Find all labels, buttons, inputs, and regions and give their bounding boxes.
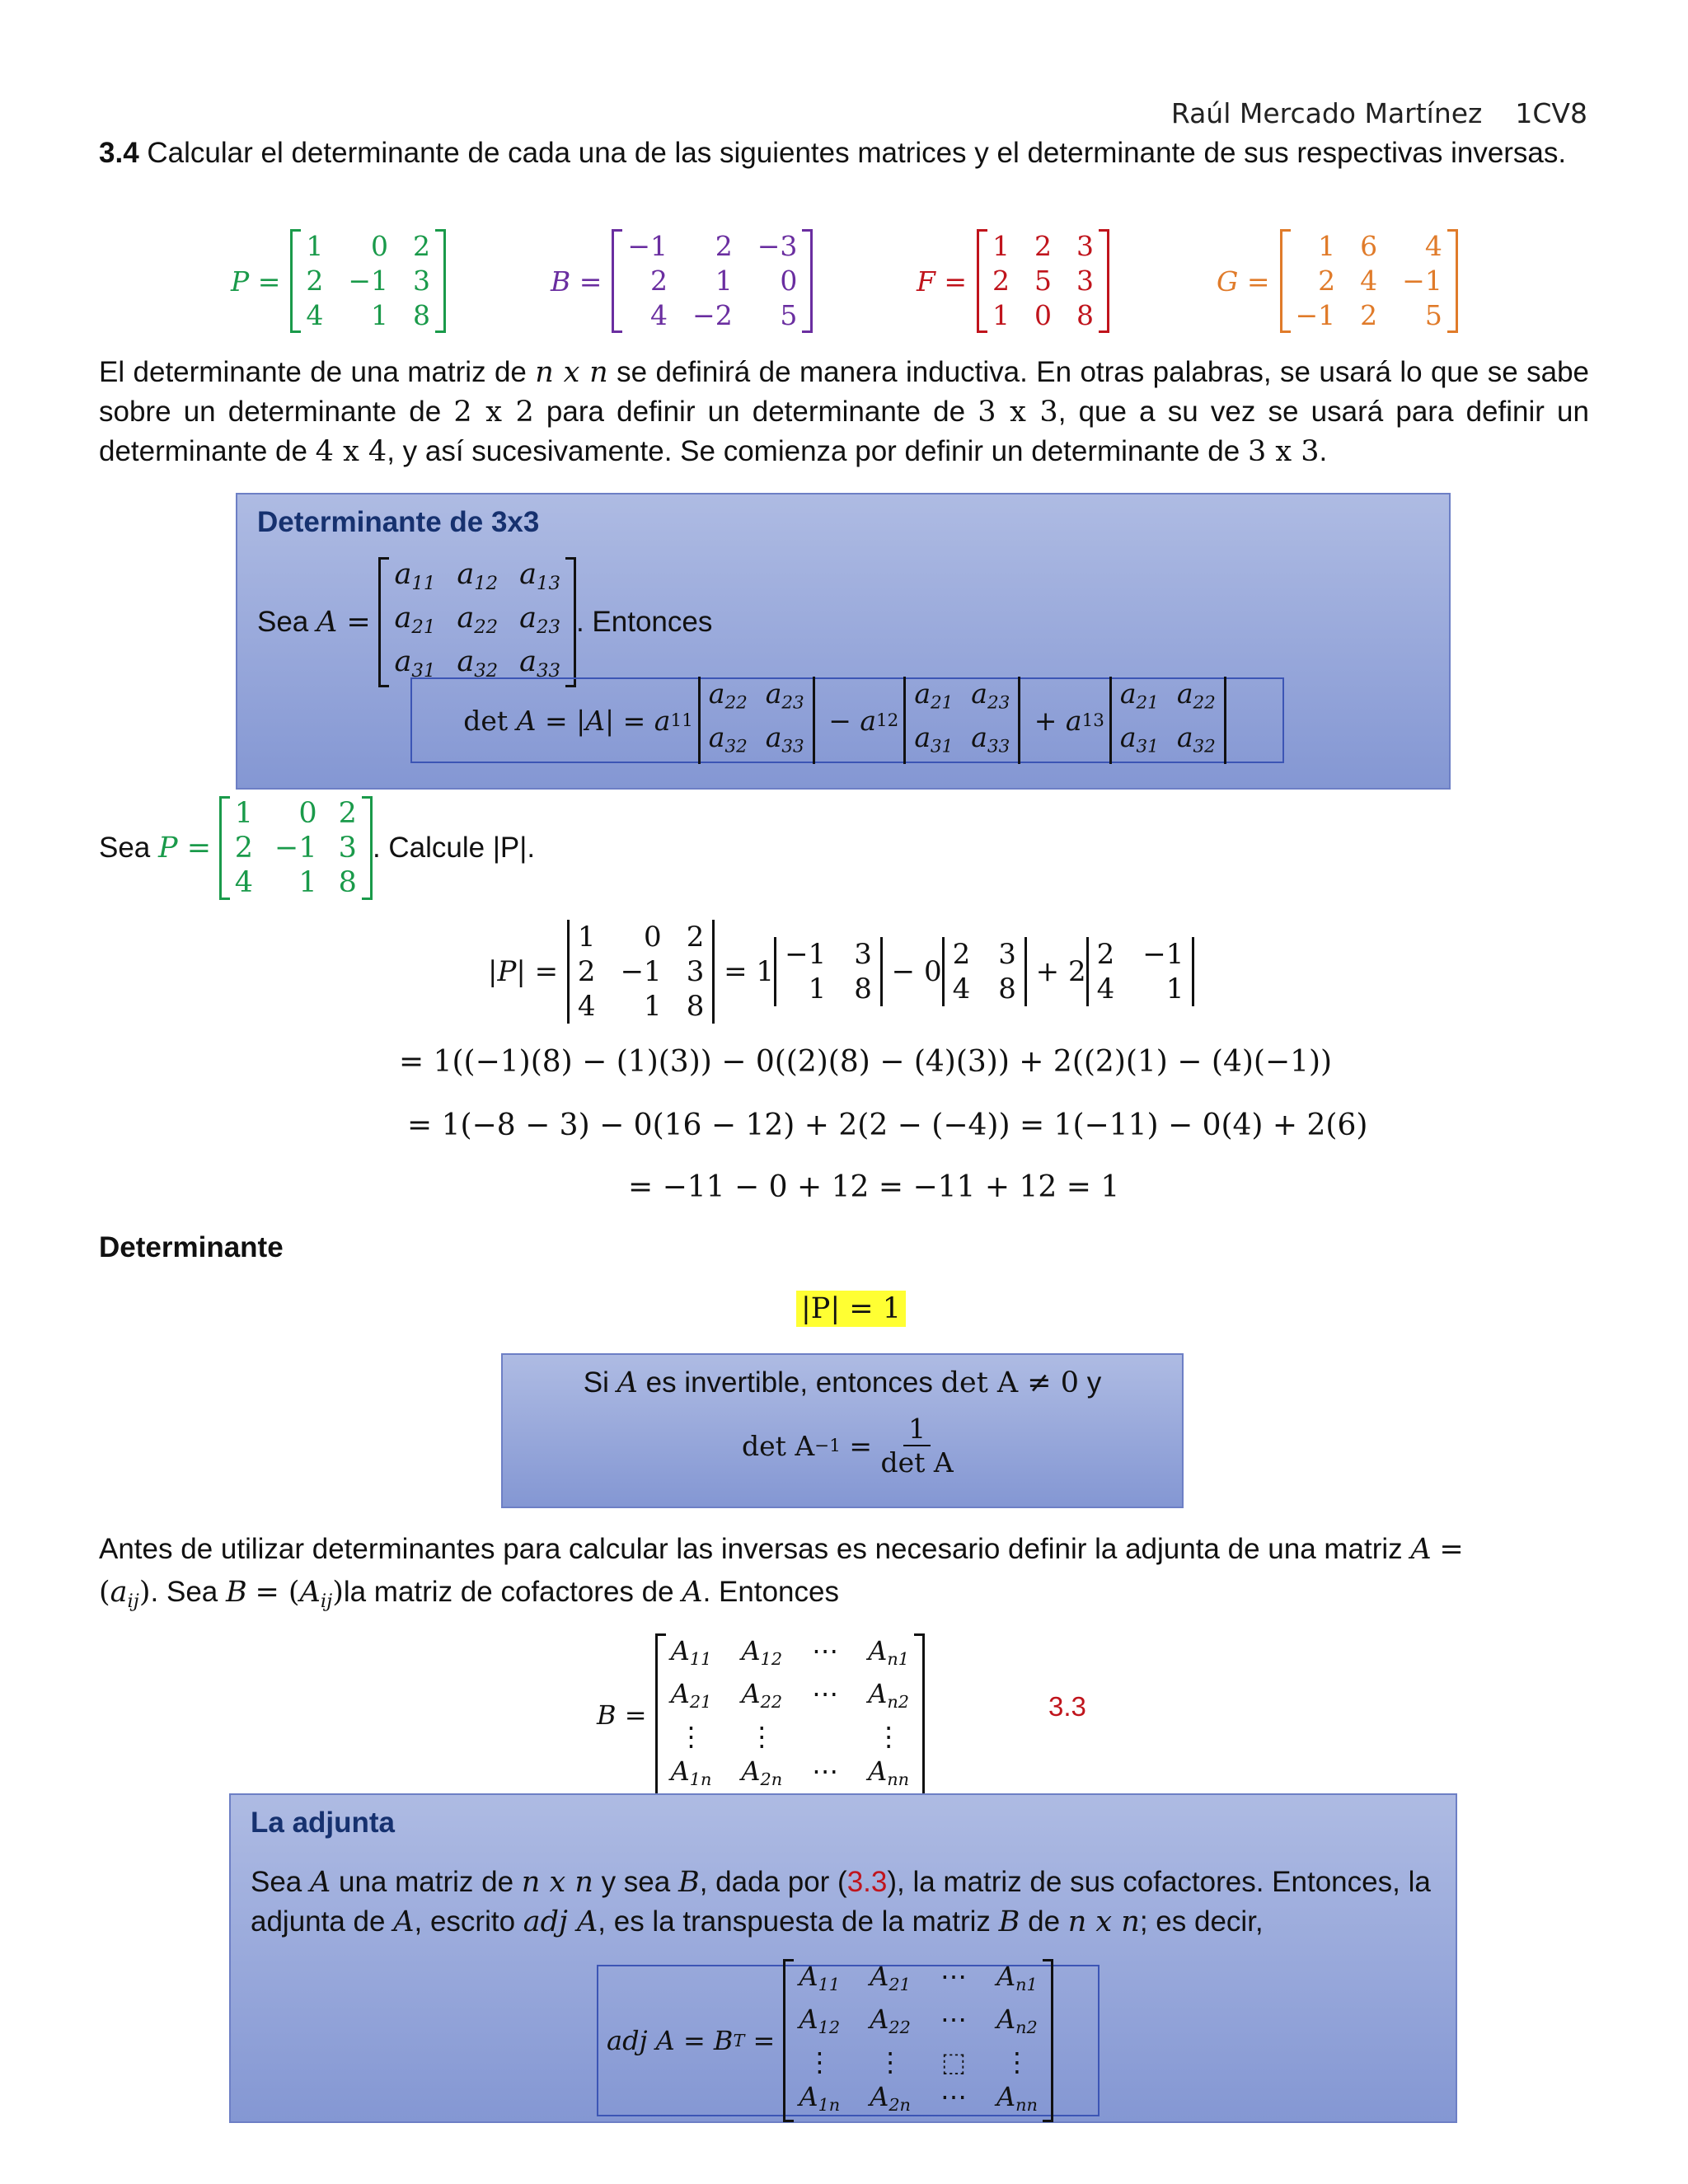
matrix-f-label: F = xyxy=(917,265,968,298)
adjunta-box-text: Sea A una matriz de n x n y sea B, dada por (3.3), la matriz de sus cofactores. Entonces, la adjunta de A, escrito adj A, es la transpuesta de la matriz B de n x n; es decir, xyxy=(251,1866,1431,1938)
problem-number: 3.4 xyxy=(99,137,139,169)
p-inline-cell: 1 xyxy=(234,797,254,830)
page-header xyxy=(1138,97,1587,129)
matrices-row xyxy=(0,229,1688,336)
inv-frac-den: det A xyxy=(880,1446,954,1479)
inverse-det-formula: det A −1 = $\frac{1}{\text{det A}}$ xyxy=(742,1413,954,1479)
adjunta-box-title: La adjunta xyxy=(251,1807,396,1839)
p-det-cell: 2 xyxy=(577,955,596,988)
matrix-f-cell: 2 xyxy=(1034,230,1053,262)
det3-a-label: A = xyxy=(316,606,371,640)
det3-definition-box xyxy=(236,493,1451,790)
matrix-g xyxy=(1217,229,1458,333)
cofactor-cell: $A_{n2}$ xyxy=(868,1678,909,1713)
det3-entonces-text: . Entonces xyxy=(575,606,713,639)
adjunta-cell: $A_{n2}$ xyxy=(996,2003,1038,2038)
problem-text: Calcular el determinante de cada una de las siguientes matrices y el determinante de sus respectivas inversas. xyxy=(147,137,1567,169)
det3-cell: $a_{21}$ xyxy=(394,601,436,638)
matrix-f-cell: 8 xyxy=(1076,299,1095,331)
adjunta-cell: ⋯ xyxy=(940,1960,967,1992)
cofactor-cell: $A_{21}$ xyxy=(670,1678,712,1713)
intro-paragraph xyxy=(99,353,1589,471)
group-code: 1CV8 xyxy=(1515,97,1587,129)
matrix-f xyxy=(917,229,1109,333)
author-name: Raúl Mercado Martínez xyxy=(1170,97,1483,129)
p-inline-cell: 3 xyxy=(338,832,357,865)
adjunta-cell: ⋯ xyxy=(940,2003,967,2035)
matrix-g-cell: 4 xyxy=(1424,230,1442,262)
cofactor-cell: $A_{2n}$ xyxy=(741,1755,783,1790)
adjunta-cell: $A_{11}$ xyxy=(799,1960,841,1994)
det3-formula-box xyxy=(410,677,1284,763)
intro-math-4x4: 4 x 4 xyxy=(315,435,387,468)
matrix-p-cell: 1 xyxy=(306,230,324,262)
adjunta-formula: adj A = B T = $A_{11}$ $A_{21}$ ⋯ $A_{n1}$ $A_{12}$ $A_{22}$ ⋯ $A_{n2}$ ⋮ ⋮ ⬚ ⋮ $A_{1n}$ $A_{2n}$ ⋯ $A_{nn}$ xyxy=(607,1959,1053,2123)
matrix-g-cell: 2 xyxy=(1360,299,1378,331)
matrix-g-label: G = xyxy=(1217,265,1270,298)
cofactor-cell: $A_{12}$ xyxy=(741,1635,783,1670)
matrix-b-label: B = xyxy=(551,265,603,298)
adj-eq-ref-link[interactable]: 3.3 xyxy=(846,1866,888,1898)
adj-t9: ; es decir, xyxy=(1139,1905,1264,1938)
cofactor-cell xyxy=(812,1719,838,1754)
det3-cell: $a_{31}$ xyxy=(394,644,436,682)
p-inline-cell: 2 xyxy=(234,832,254,865)
det3-cell: $a_{23}$ xyxy=(519,601,560,638)
intro-text-6: . xyxy=(1319,435,1328,467)
matrix-f-cell: 3 xyxy=(1076,265,1095,297)
cofactor-matrix-b xyxy=(597,1633,925,1797)
adj-t7: , es la transpuesta de la matriz xyxy=(598,1905,999,1938)
intro-math-3x3: 3 x 3 xyxy=(978,396,1058,429)
det3-cell: $a_{12}$ xyxy=(457,558,499,594)
calcule-text: . Calcule |P|. xyxy=(372,832,536,864)
matrix-b-cell: 2 xyxy=(715,230,733,262)
adjunta-definition-box xyxy=(229,1793,1457,2123)
det3-cell: $a_{33}$ xyxy=(519,644,560,682)
inv-text-a: Si xyxy=(583,1366,617,1399)
intro-math-nxn: n x n xyxy=(535,356,608,389)
matrix-g-cell: −1 xyxy=(1402,265,1442,297)
det3-matrix-definition xyxy=(257,557,712,687)
adjunta-cell: $A_{2n}$ xyxy=(870,2081,911,2116)
cofactor-cell: $A_{11}$ xyxy=(670,1635,712,1670)
intro-math-3x3-b: 3 x 3 xyxy=(1247,435,1320,468)
adj-t8: de xyxy=(1020,1905,1068,1938)
matrix-p-cell: 2 xyxy=(306,265,324,297)
cofactor-cell: ⋮ xyxy=(875,1721,903,1753)
adj-t5: ), la matriz de sus cofactores. Entonces, la adjunta de xyxy=(251,1866,1431,1938)
cofactor-cell: $A_{1n}$ xyxy=(670,1755,712,1790)
p-cofactor-expansion: |P| = 1 0 2 2 −1 3 4 1 8 = 1 −1 3 1 8 − 0 2 3 4 8 + 2 2 −1 4 1 xyxy=(488,920,1194,1024)
matrix-f-cell: 5 xyxy=(1034,265,1053,297)
p-label: P = xyxy=(158,832,212,865)
sea-p-line xyxy=(99,796,535,900)
matrix-b-cell: −2 xyxy=(692,299,733,331)
adjunta-cell: ⋯ xyxy=(940,2081,967,2113)
calc-line-4: = −11 − 0 + 12 = −11 + 12 = 1 xyxy=(628,1170,1120,1204)
calc-line-2: = 1((−1)(8) − (1)(3)) − 0((2)(8) − (4)(3)) + 2((2)(1) − (4)(−1)) xyxy=(399,1045,1333,1079)
adjunta-intro: Antes de utilizar determinantes para calcular las inversas es necesario definir la adjunta de una matriz A = $(a_{ij})$. Sea $B = (A_{ij})la$ matriz de cofactores de A. Entonces xyxy=(99,1533,1464,1612)
inverse-det-box xyxy=(501,1353,1184,1508)
adjunta-formula-box xyxy=(597,1960,1100,2116)
cofactor-cell: ⋮ xyxy=(748,1721,776,1753)
cofactor-b-label: B = xyxy=(597,1699,647,1732)
matrix-g-cell: 6 xyxy=(1360,230,1378,262)
intro-text-1: El determinante de una matriz de xyxy=(99,356,536,388)
determinante-heading: Determinante xyxy=(99,1231,284,1263)
calc-line-3: = 1(−8 − 3) − 0(16 − 12) + 2(2 − (−4)) = 1(−11) − 0(4) + 2(6) xyxy=(407,1108,1368,1142)
matrix-b-cell: 4 xyxy=(650,299,668,331)
matrix-p-cell: 1 xyxy=(371,299,389,331)
adj-lhs: adj A = B xyxy=(607,2025,734,2056)
adjunta-cell: ⬚ xyxy=(940,2046,967,2079)
adj-intro-3: la matriz de cofactores de xyxy=(343,1576,682,1608)
det3-cell: $a_{11}$ xyxy=(394,558,436,594)
matrix-p-cell: 8 xyxy=(413,299,431,331)
adjunta-cell: $A_{12}$ xyxy=(799,2003,841,2038)
adjunta-cell: $A_{nn}$ xyxy=(996,2081,1038,2116)
matrix-p-label: P = xyxy=(231,265,281,298)
p-result-highlight: |P| = 1 xyxy=(796,1291,906,1327)
p-inline-cell: 0 xyxy=(298,797,317,830)
cofactor-cell: ⋯ xyxy=(812,1635,839,1666)
p-det-cell: 0 xyxy=(644,921,662,954)
matrix-f-cell: 1 xyxy=(992,230,1010,262)
p-inline-cell: 2 xyxy=(338,797,357,830)
matrix-b-cell: −3 xyxy=(757,230,798,262)
inverse-box-line1: Si A es invertible, entonces det A ≠ 0 y xyxy=(583,1366,1102,1399)
matrix-f-cell: 0 xyxy=(1034,299,1053,331)
adjunta-cell: $A_{1n}$ xyxy=(799,2081,841,2116)
p-determinant-bars xyxy=(567,920,715,1024)
det3-formula: det A = | A | = a 11 $a_{22}$ $a_{23}$ $a_{32}$ $a_{33}$ − a 12 $a_{21}$ $a_{23}$ $a_{31}$ $a_{33}$ + a 13 $a_{21}$ $a_{22}$ $a_{31}$ $a_{32}$ xyxy=(463,677,1231,765)
matrix-p-cell: 4 xyxy=(306,299,324,331)
adjunta-cell: $A_{n1}$ xyxy=(996,1960,1038,1994)
p-inline-cell: −1 xyxy=(274,832,317,865)
inv-lhs: det A xyxy=(742,1429,815,1462)
adjunta-cell: ⋮ xyxy=(1003,2046,1030,2079)
cofactor-cell: $A_{nn}$ xyxy=(868,1755,910,1790)
det3-cell: $a_{13}$ xyxy=(519,558,560,594)
adj-t2: una matriz de xyxy=(331,1866,522,1898)
p-det-cell: 2 xyxy=(686,921,705,954)
p-det-cell: 3 xyxy=(686,955,705,988)
p-matrix-inline xyxy=(219,796,373,900)
adj-intro-2: . Sea xyxy=(150,1576,226,1608)
matrix-g-cell: 1 xyxy=(1318,230,1336,262)
adj-t3: y sea xyxy=(593,1866,678,1898)
adjunta-cell: ⋮ xyxy=(806,2046,833,2079)
det3-box-title: Determinante de 3x3 xyxy=(257,506,540,538)
adj-t1: Sea xyxy=(251,1866,310,1898)
p-det-cell: 8 xyxy=(686,990,705,1023)
matrix-b xyxy=(551,229,813,333)
matrix-p-cell: 2 xyxy=(413,230,431,262)
matrix-p xyxy=(231,229,446,333)
matrix-g-cell: 2 xyxy=(1318,265,1336,297)
cofactor-cell: $A_{n1}$ xyxy=(868,1635,909,1670)
p-det-cell: 1 xyxy=(644,990,662,1023)
inv-frac-num: 1 xyxy=(903,1413,931,1446)
matrix-b-cell: 1 xyxy=(715,265,733,297)
p-inline-cell: 1 xyxy=(298,866,317,899)
matrix-g-cell: 4 xyxy=(1360,265,1378,297)
intro-text-4: , que a su vez se usará para definir un determinante de xyxy=(99,396,1589,467)
det3-cell: $a_{22}$ xyxy=(457,601,499,638)
p-det-cell: 4 xyxy=(577,990,596,1023)
intro-text-3: para definir un determinante de xyxy=(533,396,978,428)
cofactor-cell: ⋯ xyxy=(812,1755,839,1788)
matrix-b-cell: −1 xyxy=(627,230,668,262)
cofactor-cell: ⋯ xyxy=(812,1678,839,1710)
det3-general-matrix xyxy=(378,557,575,687)
cofactor-cell: $A_{22}$ xyxy=(741,1678,783,1713)
p-inline-cell: 8 xyxy=(338,866,357,899)
adj-intro-1: Antes de utilizar determinantes para calcular las inversas es necesario definir la adjunta de una matriz xyxy=(99,1533,1411,1565)
matrix-p-cell: 0 xyxy=(371,230,389,262)
det3-cell: $a_{32}$ xyxy=(457,644,499,682)
matrix-f-cell: 1 xyxy=(992,299,1010,331)
adj-t6: , escrito xyxy=(414,1905,523,1938)
matrix-f-cell: 3 xyxy=(1076,230,1095,262)
intro-math-2x2: 2 x 2 xyxy=(453,396,534,429)
inv-math-c: det A ≠ 0 xyxy=(940,1366,1080,1399)
matrix-b-cell: 5 xyxy=(780,299,798,331)
p-det-cell: 1 xyxy=(577,921,596,954)
matrix-g-cell: −1 xyxy=(1295,299,1336,331)
matrix-f-cell: 2 xyxy=(992,265,1010,297)
det3-sea-label: Sea xyxy=(257,606,309,639)
p-inline-cell: 4 xyxy=(234,866,254,899)
sea-p-label: Sea xyxy=(99,832,151,864)
intro-text-5: , y así sucesivamente. Se comienza por definir un determinante de xyxy=(387,435,1248,467)
intro-text-2: se definirá de manera inductiva. En otras palabras, se usará lo que se sabe sobre un determinante de xyxy=(99,356,1589,428)
matrix-p-cell: 3 xyxy=(413,265,431,297)
adj-t4: , dada por ( xyxy=(699,1866,847,1898)
adjunta-cell: $A_{22}$ xyxy=(870,2003,911,2038)
adjunta-cell: $A_{21}$ xyxy=(870,1960,911,1994)
matrix-g-cell: 5 xyxy=(1424,299,1442,331)
inv-text-d: y xyxy=(1079,1366,1102,1399)
p-det-cell: −1 xyxy=(620,955,662,988)
adjunta-cell: ⋮ xyxy=(877,2046,904,2079)
cofactor-cell: ⋮ xyxy=(678,1721,705,1753)
matrix-b-cell: 2 xyxy=(650,265,668,297)
matrix-b-cell: 0 xyxy=(780,265,798,297)
matrix-p-cell: −1 xyxy=(348,265,389,297)
adj-intro-4: . Entonces xyxy=(702,1576,839,1608)
problem-statement xyxy=(99,134,1589,172)
equation-number-3-3: 3.3 xyxy=(1048,1691,1086,1722)
inv-text-b: es invertible, entonces xyxy=(637,1366,941,1399)
